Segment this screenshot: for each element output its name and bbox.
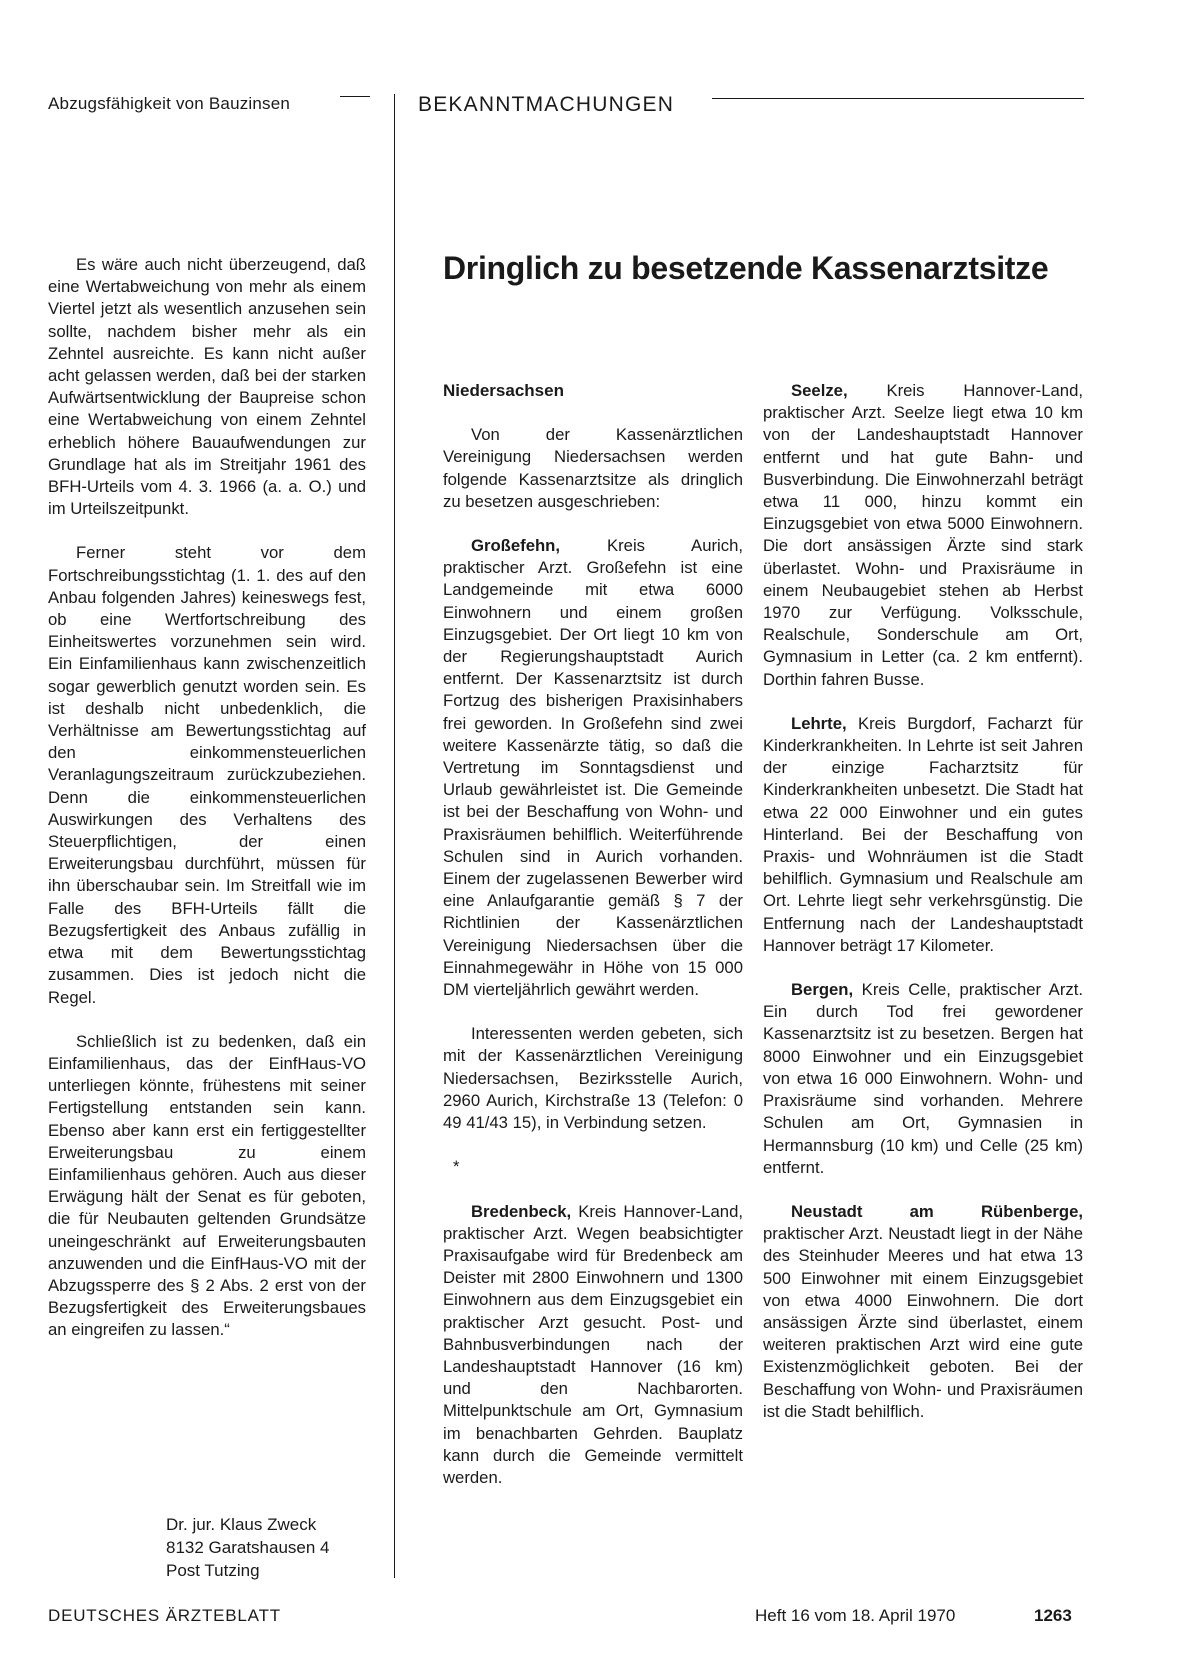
listing-text: Kreis Celle, praktischer Arzt. Ein durch Tod frei gewordener Kassenarztsitz ist zu besetzen. Bergen hat 8000 Einwohner und ein Einzugsgebiet von etwa 16 000 Einwohnern. Wohn- und Praxisräume sind vorhanden. Mehrere Schulen am Ort, Gymnasien in Hermannsburg (10 km) und Celle (25 km) entfernt. — [763, 980, 1083, 1177]
listing-lehrte — [763, 713, 1083, 957]
paragraph: Ferner steht vor dem Fortschreibungsstichtag (1. 1. des auf den Anbau folgenden Jahres) keineswegs fest, ob eine Wertfortschreibung des Einheitswertes vorzunehmen sein wird. Ein Einfamilienhaus kann zwischenzeitlich sogar gewerblich genutzt worden sein. Es ist deshalb nicht unbedenklich, die Verhältnisse am Bewertungsstichtag auf den einkommensteuerlichen Veranlagungszeitraum zurückzubeziehen. Denn die einkommensteuerlichen Auswirkungen des Verhaltens des Steuerpflichtigen, der einen Erweiterungsbau durchführt, müssen für ihn überschaubar sein. Im Streitfall wie im Falle des BFH-Urteils fällt die Bezugsfertigkeit des Anbaus zufällig in etwa mit dem Bewertungsstichtag zusammen. Dies ist jedoch nicht die Regel. — [48, 543, 366, 1007]
article-title: Dringlich zu besetzende Kassenarztsitze — [443, 250, 1049, 286]
listing-bergen — [763, 979, 1083, 1179]
listing-text: Kreis Aurich, praktischer Arzt. Großefehn ist eine Landgemeinde mit etwa 6000 Einwohnern und einem großen Einzugsgebiet. Der Ort liegt 10 km von der Regierungshauptstadt Aurich entfernt. Der Kassenarztsitz ist durch Fortzug des bisherigen Praxisinhabers frei geworden. In Großefehn sind zwei weitere Kassenärzte tätig, so daß die Vertretung im Sonntagsdienst und Urlaub gewährleistet ist. Die Gemeinde ist bei der Beschaffung von Wohn- und Praxisräumen behilflich. Weiterführende Schulen sind in Aurich vorhanden. Einem der zugelassenen Bewerber wird eine Anlaufgarantie gemäß § 7 der Richtlinien der Kassenärztlichen Vereinigung Niedersachsen über die Einnahmegewähr in Höhe von 15 000 DM vierteljährlich gewährt werden. — [443, 536, 743, 1000]
listing-text: Kreis Burgdorf, Facharzt für Kinderkrankheiten. In Lehrte ist seit Jahren der einzige Facharztsitz für Kinderkrankheiten unbesetzt. Die Stadt hat etwa 22 000 Einwohner und ein gutes Hinterland. Bei der Beschaffung von Praxis- und Wohnräumen ist die Stadt behilflich. Gymnasium und Realschule am Ort. Lehrte liegt sehr verkehrsgünstig. Die Entfernung nach der Landeshauptstadt Hannover beträgt 17 Kilometer. — [763, 713, 1083, 955]
listing-neustadt — [763, 1201, 1083, 1423]
place-name: Großefehn, — [471, 536, 561, 556]
place-name: Seelze, — [791, 381, 848, 400]
page-number: 1263 — [1034, 1606, 1072, 1625]
listing-grossefehn — [443, 535, 743, 1001]
contact-paragraph: Interessenten werden gebeten, sich mit der Kassenärztlichen Vereinigung Niedersachsen, Bezirksstelle Aurich, 2960 Aurich, Kirchstraße 13 (Telefon: 0 49 41/43 15), in Verbindung setzen. — [443, 1024, 743, 1133]
region-heading: Niedersachsen — [443, 381, 564, 400]
listing-text: Kreis Hannover-Land, praktischer Arzt. Seelze liegt etwa 10 km von der Landeshauptstadt Hannover entfernt und hat gute Bahn- und Busverbindung. Die Einwohnerzahl beträgt etwa 11 000, hinzu kommt ein Einzugsgebiet von etwa 5000 Einwohnern. Die dort ansässigen Ärzte sind stark überlastet. Wohn- und Praxisräume in einem Neubaugebiet stehen ab Herbst 1970 zur Verfügung. Volksschule, Realschule, Sonderschule am Ort, Gymnasium in Letter (ca. 2 km entfernt). Dorthin fahren Busse. — [763, 381, 1083, 689]
running-head-left: Abzugsfähigkeit von Bauzinsen — [48, 94, 291, 113]
place-name: Bergen, — [791, 980, 854, 1000]
separator-asterisk: * — [453, 1157, 460, 1177]
section-head: BEKANNTMACHUNGEN — [418, 93, 675, 116]
author-post: Post Tutzing — [166, 1561, 260, 1580]
listing-text: Kreis Hannover-Land, praktischer Arzt. Wegen beabsichtigter Praxisaufgabe wird für Bredenbeck am Deister mit 2800 Einwohnern und 1300 Einwohnern aus dem Einzugsgebiet ein praktischer Arzt gesucht. Post- und Bahnbusverbindungen nach der Landeshauptstadt Hannover (16 km) und den Nachbarorten. Mittelpunktschule am Ort, Gymnasium im benachbarten Gehrden. Bauplatz kann durch die Gemeinde vermittelt werden. — [443, 1201, 743, 1487]
header-rule-right — [712, 98, 1084, 99]
paragraph: Es wäre auch nicht überzeugend, daß eine Wertabweichung von mehr als einem Viertel jetzt als wesentlich anzusehen sein sollte, nachdem bisher mehr als ein Zehntel ausreichte. Es kann nicht außer acht gelassen werden, daß bei der starken Aufwärtsentwicklung der Baupreise schon eine Wertabweichung von einem Zehntel erheblich höhere Bauaufwendungen zur Grundlage hat als im Streitjahr 1961 des BFH-Urteils vom 4. 3. 1966 (a. a. O.) und im Urteilszeitpunkt. — [48, 255, 366, 519]
author-signature — [166, 1513, 330, 1582]
paragraph: Schließlich ist zu bedenken, daß ein Einfamilienhaus, das der EinfHaus-VO unterliegen könnte, frühestens mit seiner Fertigstellung entstanden sein kann. Ebenso aber kann erst ein fertiggestellter Erweiterungsbau zu einem Einfamilienhaus gehören. Auch aus dieser Erwägung hält der Senat es für geboten, die für Neubauten geltenden Grundsätze uneingeschränkt auf Erweiterungsbauten anzuwenden und die EinfHaus-VO mit der Abzugssperre des § 2 Abs. 2 erst von der Bezugsfertigkeit des Erweiterungsbaues an eingreifen zu lassen.“ — [48, 1031, 366, 1340]
place-name: Bredenbeck, — [471, 1201, 572, 1221]
author-name: Dr. jur. Klaus Zweck — [166, 1515, 317, 1534]
journal-name: DEUTSCHES ÄRZTEBLATT — [48, 1606, 281, 1625]
left-column — [48, 254, 366, 1342]
column-divider — [394, 94, 395, 1578]
place-name: Neustadt am Rübenberge, — [791, 1201, 1083, 1221]
place-name: Lehrte, — [791, 713, 847, 733]
listing-seelze — [763, 380, 1083, 691]
issue-info: Heft 16 vom 18. April 1970 — [755, 1606, 956, 1625]
header-rule-left — [340, 96, 370, 97]
author-address: 8132 Garatshausen 4 — [166, 1538, 330, 1557]
intro-paragraph: Von der Kassenärztlichen Vereinigung Niedersachsen werden folgende Kassenarztsitze als dringlich zu besetzen ausgeschrieben: — [443, 425, 743, 511]
middle-column — [443, 380, 743, 1489]
listing-bredenbeck — [443, 1201, 743, 1490]
listing-text: praktischer Arzt. Neustadt liegt in der Nähe des Steinhuder Meeres und hat etwa 13 500 Einwohner mit einem Einzugsgebiet von etwa 4000 Einwohnern. Die dort ansässigen Ärzte sind überlastet, einem weiteren praktischen Arzt wird eine gute Existenzmöglichkeit geboten. Bei der Beschaffung von Wohn- und Praxisräumen ist die Stadt behilflich. — [763, 1224, 1083, 1421]
right-column — [763, 380, 1083, 1423]
